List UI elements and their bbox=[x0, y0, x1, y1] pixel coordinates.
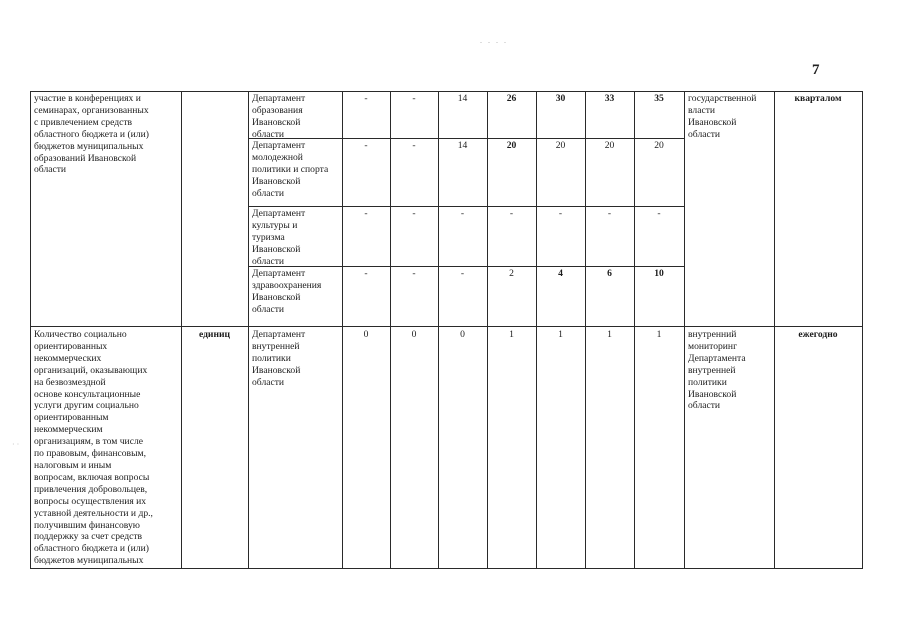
value-cell: - bbox=[412, 208, 416, 219]
table-vline bbox=[862, 91, 863, 568]
value-cell: - bbox=[558, 208, 563, 219]
source-text: государственной власти Ивановской области bbox=[688, 93, 757, 140]
value-cell: 6 bbox=[607, 268, 612, 279]
value-cell: - bbox=[412, 268, 416, 279]
table-vline bbox=[248, 91, 249, 568]
margin-mark: · · bbox=[12, 440, 20, 449]
value-cell: - bbox=[364, 140, 368, 151]
table-vline bbox=[684, 91, 685, 568]
value-cell: - bbox=[657, 208, 661, 219]
indicator-text: Количество социально ориентированных некоммерческих организаций, оказывающих на безвозмездной основе консультационные услуги другим социально ориентированным некоммерческим организациям, в том числе по правовым, финансовым, налоговым и иным вопросам, включая вопросы привлечения добровольцев, вопросы осуществления их уставной деятельности и др., получившим финансовую поддержку за счет средств областного бюджета и (или) бюджетов муниципальных bbox=[34, 329, 153, 567]
frequency-text: кварталом bbox=[794, 93, 842, 104]
value-cell: 2 bbox=[509, 268, 514, 279]
value-cell: 30 bbox=[555, 93, 566, 104]
value-cell: 0 bbox=[460, 329, 465, 340]
value-cell: - bbox=[364, 93, 368, 104]
value-cell: 0 bbox=[411, 329, 417, 340]
value-cell: - bbox=[364, 208, 368, 219]
value-cell: 0 bbox=[363, 329, 369, 340]
department-text: Департамент молодежной политики и спорта Ивановской области bbox=[252, 140, 329, 199]
value-cell: 14 bbox=[457, 93, 468, 104]
value-cell: 20 bbox=[506, 140, 517, 151]
value-cell: 26 bbox=[506, 93, 517, 104]
value-cell: - bbox=[460, 268, 465, 279]
value-cell: 10 bbox=[654, 268, 664, 279]
value-cell: 35 bbox=[654, 93, 664, 104]
indicator-text: участие в конференциях и семинарах, организованных с привлечением средств областного бюджета и (или) бюджетов муниципальных образований Ивановской области bbox=[34, 93, 149, 176]
table-vline bbox=[30, 91, 31, 568]
value-cell: 1 bbox=[607, 329, 612, 340]
value-cell: - bbox=[412, 140, 416, 151]
value-cell: 4 bbox=[558, 268, 563, 279]
table-vline bbox=[181, 91, 182, 568]
top-dots: . . . . bbox=[480, 36, 508, 45]
table-hline bbox=[30, 568, 863, 569]
table-hline bbox=[30, 326, 863, 327]
department-text: Департамент культуры и туризма Ивановской области bbox=[252, 208, 306, 267]
department-text: Департамент здравоохранения Ивановской области bbox=[252, 268, 322, 315]
value-cell: 20 bbox=[604, 140, 615, 151]
value-cell: - bbox=[460, 208, 465, 219]
table-hline bbox=[248, 206, 684, 207]
value-cell: 20 bbox=[654, 140, 664, 151]
value-cell: 20 bbox=[555, 140, 566, 151]
frequency-text: ежегодно bbox=[798, 329, 838, 340]
value-cell: - bbox=[607, 208, 612, 219]
value-cell: - bbox=[364, 268, 368, 279]
department-text: Департамент образования Ивановской области bbox=[252, 93, 306, 140]
unit-text bbox=[183, 93, 246, 107]
value-cell: 14 bbox=[457, 140, 468, 151]
unit-text: единиц bbox=[198, 329, 231, 340]
value-cell: - bbox=[412, 93, 416, 104]
page-number: 7 bbox=[812, 62, 820, 78]
value-cell: 1 bbox=[656, 329, 662, 340]
source-text: внутренний мониторинг Департамента внутренней политики Ивановской области bbox=[688, 329, 746, 412]
value-cell: - bbox=[509, 208, 514, 219]
value-cell: 1 bbox=[558, 329, 563, 340]
table-hline bbox=[30, 91, 863, 92]
value-cell: 1 bbox=[509, 329, 514, 340]
value-cell: 33 bbox=[604, 93, 615, 104]
table-vline bbox=[774, 91, 775, 568]
department-text: Департамент внутренней политики Ивановской области bbox=[252, 329, 306, 388]
